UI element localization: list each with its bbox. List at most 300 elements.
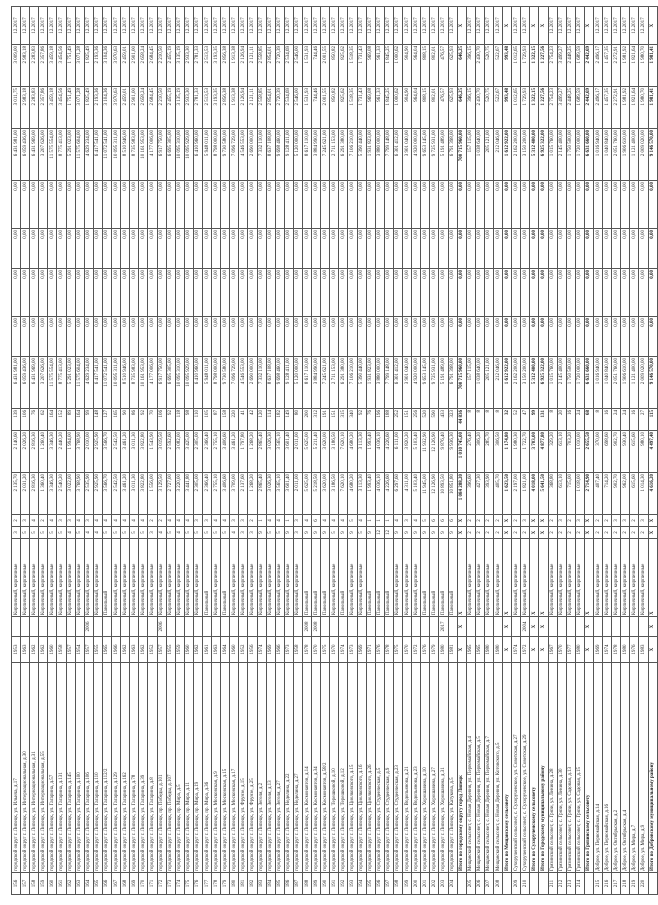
table-cell: 2 655,50: [584, 431, 593, 473]
table-cell: Х: [457, 7, 466, 45]
table-cell: 0,00: [130, 269, 139, 317]
table-cell: 0,00: [230, 181, 239, 229]
table-cell: 2 754,23: [548, 87, 557, 129]
table-cell: 0,00: [339, 229, 348, 269]
table-cell: 1 689,59: [575, 87, 584, 129]
table-cell: 0,00: [202, 317, 211, 357]
table-cell: [30, 617, 39, 637]
table-cell: 99: [530, 409, 539, 431]
table-cell: 2: [512, 527, 521, 539]
table-cell: 2 430,70: [475, 45, 484, 87]
table-row: [393, 7, 402, 895]
table-cell: 4: [221, 515, 230, 527]
table-cell: 615,60: [630, 473, 639, 515]
table-cell: 176: [193, 873, 202, 895]
table-cell: 8: [594, 409, 603, 431]
table-cell: 2 283,83: [30, 45, 39, 87]
table-cell: 151: [403, 409, 412, 431]
table-cell: [75, 617, 84, 637]
table-cell: 1 015 760,00: [548, 357, 557, 409]
table-cell: 256: [412, 409, 421, 431]
table-cell: 0,00: [439, 269, 448, 317]
table-cell: Панельный: [303, 539, 312, 617]
table-cell: Кирпичный, кирпичные: [66, 539, 75, 617]
table-cell: [221, 617, 230, 637]
table-cell: 0,00: [75, 317, 84, 357]
table-cell: 3 406,60: [221, 473, 230, 515]
table-cell: 6 301 412,00: [393, 357, 402, 409]
table-cell: 2: [12, 515, 21, 527]
table-cell: 0,00: [439, 181, 448, 229]
table-cell: 0,00: [503, 269, 512, 317]
table-cell: 902,70: [612, 473, 621, 515]
table-cell: 5: [421, 515, 430, 527]
table-cell: 2 558,85: [257, 87, 266, 129]
table-cell: 0,00: [321, 269, 330, 317]
table-cell: 1962: [139, 637, 148, 663]
table-row: [148, 7, 157, 895]
table-cell: 4: [139, 515, 148, 527]
table-cell: Сухорученский сельсовет, с. Сухорученское, ул. Советская, д.27: [512, 663, 521, 873]
table-cell: 1955: [166, 637, 175, 663]
table-cell: 1 821,00: [521, 473, 530, 515]
table-cell: 183: [257, 873, 266, 895]
table-cell: 1 845,25: [384, 45, 393, 87]
table-cell: 5: [102, 527, 111, 539]
table-row: [566, 7, 575, 895]
table-cell: 12.2017: [484, 7, 493, 45]
table-row: [202, 7, 211, 895]
table-cell: 0,00: [212, 317, 221, 357]
table-cell: 1 010,00: [575, 431, 584, 473]
table-cell: 0,00: [357, 317, 366, 357]
table-cell: Х: [457, 527, 466, 539]
table-cell: [193, 617, 202, 637]
table-cell: 0,00: [603, 181, 612, 229]
table-cell: 5: [48, 527, 57, 539]
table-cell: 3 461,20: [230, 431, 239, 473]
table-row: [321, 7, 330, 895]
table-cell: 0,00: [493, 181, 502, 229]
table-cell: 9: [421, 527, 430, 539]
table-cell: 0,00: [539, 317, 548, 357]
table-cell: 1 016 940,00: [594, 129, 603, 181]
table-row: [348, 7, 357, 895]
table-cell: 0,00: [357, 269, 366, 317]
table-cell: 2 455,19: [166, 45, 175, 87]
table-cell: 3 454,56: [57, 87, 66, 129]
table-cell: Грязинский сельсовет, с. Грязи, ул. Ленина, д.30: [557, 663, 566, 873]
table-cell: 0,00: [457, 269, 466, 317]
table-cell: 2 540,20: [57, 473, 66, 515]
table-cell: 0,00: [221, 181, 230, 229]
table-cell: 0,00: [639, 229, 648, 269]
table-cell: 698,60: [603, 431, 612, 473]
table-cell: 2 137,60: [239, 473, 248, 515]
table-cell: 3 186,50: [330, 431, 339, 473]
table-cell: [348, 617, 357, 637]
table-cell: 0,00: [493, 317, 502, 357]
table-cell: 0,00: [512, 181, 521, 229]
table-cell: 2 009 020,00: [639, 129, 648, 181]
table-cell: 0,00: [548, 317, 557, 357]
table-cell: 9 128 411,00: [284, 357, 293, 409]
table-cell: 6 111,00: [393, 431, 402, 473]
table-cell: Итого по Городскому муниципальному району: [539, 663, 548, 873]
table-cell: 2 755,10: [212, 473, 221, 515]
table-cell: 2 140,60: [12, 431, 21, 473]
table-total-row: [539, 7, 548, 895]
table-cell: 0,00: [48, 229, 57, 269]
table-cell: 9 936,30: [448, 431, 457, 473]
table-cell: 2 711 153,00: [330, 129, 339, 181]
table-cell: 0,00: [594, 269, 603, 317]
table-cell: Итого по городскому округу город Липецк: [457, 663, 466, 873]
table-cell: Х: [457, 539, 466, 617]
table-cell: городской округ г. Липецк, ул. Студенческая, д.5: [375, 663, 384, 873]
table-cell: 0,00: [603, 317, 612, 357]
table-cell: 202: [430, 873, 439, 895]
table-row: [157, 7, 166, 895]
table-cell: 0,00: [48, 181, 57, 229]
table-cell: [421, 617, 430, 637]
table-cell: 5 625,00: [303, 431, 312, 473]
table-cell: Кирпичный, кирпичные: [166, 539, 175, 617]
table-cell: 0,00: [30, 229, 39, 269]
table-cell: 1 268,20: [248, 431, 257, 473]
table-cell: 0,00: [557, 317, 566, 357]
table-cell: 3 970,63: [112, 45, 121, 87]
table-cell: 961,33: [375, 87, 384, 129]
table-cell: 6 059 436,00: [21, 129, 30, 181]
table-cell: 4: [321, 515, 330, 527]
table-cell: 433: [439, 409, 448, 431]
table-cell: 0,00: [84, 181, 93, 229]
table-cell: 4 226,60: [384, 431, 393, 473]
table-cell: 11 575 554,00: [48, 129, 57, 181]
table-cell: 0,00: [621, 229, 630, 269]
table-cell: 2 051 760,00: [612, 129, 621, 181]
table-cell: 5 625,00: [303, 473, 312, 515]
table-cell: Х: [530, 515, 539, 527]
table-cell: 4: [66, 527, 75, 539]
table-cell: Кирпичный, кирпичные: [112, 539, 121, 617]
table-cell: 0,00: [630, 317, 639, 357]
table-cell: 3 601,40: [284, 431, 293, 473]
table-cell: 0,00: [303, 269, 312, 317]
table-cell: 825,62: [339, 45, 348, 87]
table-cell: 12.2017: [239, 7, 248, 45]
table-cell: городской округ г. Липецк, ул. Московская, д.9: [212, 663, 221, 873]
table-cell: 175: [184, 873, 193, 895]
table-cell: 0,00: [221, 317, 230, 357]
table-cell: 993,48: [503, 87, 512, 129]
table-cell: 5 390 440,00: [357, 357, 366, 409]
table-cell: 0,00: [357, 229, 366, 269]
table-cell: 1 981,92: [621, 45, 630, 87]
table-cell: 11 575 604,00: [75, 129, 84, 181]
table-cell: 0,00: [521, 229, 530, 269]
table-cell: 0,00: [139, 317, 148, 357]
table-cell: 2 901,00: [130, 45, 139, 87]
table-cell: 9 653 145,00: [421, 357, 430, 409]
table-cell: 1: [384, 515, 393, 527]
table-cell: 0,00: [594, 317, 603, 357]
table-cell: 1962: [30, 637, 39, 663]
table-cell: Панельный: [202, 539, 211, 617]
table-cell: городской округ г. Липецк, ул. Интернациональная, д.55: [39, 663, 48, 873]
table-cell: 6 431 981,00: [12, 357, 21, 409]
table-cell: 5 120 000,00: [293, 357, 302, 409]
table-cell: 0,00: [493, 269, 502, 317]
table-cell: 396,15: [466, 45, 475, 87]
table-cell: 0,00: [421, 317, 430, 357]
table-cell: 9: [393, 527, 402, 539]
table-cell: 5: [139, 527, 148, 539]
table-cell: 3: [239, 515, 248, 527]
table-cell: 2: [157, 515, 166, 527]
table-cell: 12.2017: [39, 7, 48, 45]
table-cell: Х: [539, 527, 548, 539]
table-cell: 10 095 310,00: [175, 129, 184, 181]
table-cell: 2 534,69: [284, 87, 293, 129]
table-cell: 68: [584, 409, 593, 431]
table-cell: 3 113,30: [357, 431, 366, 473]
table-cell: 110: [193, 409, 202, 431]
table-cell: [48, 617, 57, 637]
table-cell: 902,70: [612, 431, 621, 473]
table-cell: 1971: [366, 637, 375, 663]
table-cell: 2008: [303, 617, 312, 637]
table-cell: 0,00: [466, 269, 475, 317]
table-cell: [57, 617, 66, 637]
table-cell: 1 000,62: [393, 87, 402, 129]
table-cell: 9: [284, 527, 293, 539]
table-cell: 0,00: [266, 269, 275, 317]
table-cell: 3: [293, 527, 302, 539]
table-cell: 8: [484, 409, 493, 431]
table-cell: 5 390 440,00: [357, 129, 366, 181]
table-cell: 4: [130, 515, 139, 527]
table-cell: 1974: [603, 637, 612, 663]
table-cell: Х: [503, 637, 512, 663]
table-cell: 0,00: [139, 229, 148, 269]
table-cell: 12.2017: [139, 7, 148, 45]
table-cell: Кирпичный, кирпичные: [93, 539, 102, 617]
table-cell: 0,00: [93, 317, 102, 357]
table-cell: Итого по Грязинскому сельсовету: [584, 663, 593, 873]
table-body: [12, 7, 658, 895]
table-cell: 1 623,50: [503, 473, 512, 515]
table-total-row: [503, 7, 512, 895]
table-cell: 0,00: [348, 229, 357, 269]
table-cell: 1 845,25: [384, 87, 393, 129]
table-cell: 0,00: [148, 269, 157, 317]
table-cell: 0,00: [102, 317, 111, 357]
table-cell: 1: [257, 515, 266, 527]
table-cell: 0,00: [321, 229, 330, 269]
table-cell: Х: [584, 527, 593, 539]
table-cell: 1954: [75, 637, 84, 663]
table-cell: 1978: [303, 637, 312, 663]
table-cell: 11 945,00: [421, 473, 430, 515]
table-cell: 4: [30, 515, 39, 527]
table-cell: 7 245 621,00: [321, 129, 330, 181]
table-cell: 961,33: [375, 45, 384, 87]
table-cell: 3 129,50: [157, 473, 166, 515]
table-cell: Кирпичный, кирпичные: [484, 539, 493, 617]
table-cell: 3 709,00: [230, 473, 239, 515]
table-cell: 2 690 000,00: [248, 357, 257, 409]
table-cell: 2 983,18: [21, 45, 30, 87]
table-cell: 0,00: [293, 317, 302, 357]
table-cell: 0,00: [484, 229, 493, 269]
table-cell: 3 880 000,00: [375, 357, 384, 409]
table-cell: 1970: [312, 637, 321, 663]
table-cell: 2: [148, 515, 157, 527]
table-cell: 700 715 960,00: [457, 129, 466, 181]
table-row: [57, 7, 66, 895]
table-cell: 3: [193, 515, 202, 527]
table-cell: 8: [475, 409, 484, 431]
table-cell: 0,00: [275, 181, 284, 229]
table-cell: 2: [594, 527, 603, 539]
table-cell: 12.2017: [566, 7, 575, 45]
table-cell: 105: [202, 409, 211, 431]
table-cell: 0,00: [257, 269, 266, 317]
table-cell: 1 731,43: [357, 87, 366, 129]
table-cell: 170: [139, 873, 148, 895]
table-cell: 340: [348, 409, 357, 431]
table-cell: 1 543,90: [148, 431, 157, 473]
table-cell: 7 332 110,00: [257, 129, 266, 181]
table-cell: 98: [184, 409, 193, 431]
table-cell: 1961: [202, 637, 211, 663]
table-cell: 312: [312, 409, 321, 431]
table-cell: 5: [357, 527, 366, 539]
table-cell: 2006: [157, 617, 166, 637]
table-cell: 4 177 006,00: [148, 129, 157, 181]
table-cell: 0,00: [166, 229, 175, 269]
table-cell: 11 072 541,00: [102, 129, 111, 181]
table-cell: 2 711 153,00: [330, 357, 339, 409]
table-cell: 7 332 110,00: [257, 357, 266, 409]
table-cell: 215: [594, 873, 603, 895]
table-cell: 0,00: [193, 269, 202, 317]
table-cell: 158: [221, 409, 230, 431]
table-row: [230, 7, 239, 895]
table-cell: Х: [530, 527, 539, 539]
table-cell: 2: [484, 515, 493, 527]
table-cell: городской округ г. Липецк, ул. Водопьянова, д.21: [403, 663, 412, 873]
table-cell: 4 226,60: [384, 473, 393, 515]
table-cell: 3 822,80: [139, 473, 148, 515]
table-cell: 0,00: [484, 181, 493, 229]
table-cell: 12.2017: [630, 7, 639, 45]
table-cell: 0,00: [475, 317, 484, 357]
table-cell: Панельный: [321, 539, 330, 617]
table-cell: 1970: [330, 637, 339, 663]
table-cell: городской округ г. Липецк, ул. Хорошавина, д.31: [439, 663, 448, 873]
table-cell: 2: [466, 527, 475, 539]
table-cell: 0,00: [648, 317, 657, 357]
table-cell: 3: [612, 515, 621, 527]
table-cell: 1 981,41: [648, 45, 657, 87]
table-cell: 200: [412, 873, 421, 895]
table-cell: Кирпичный, кирпичные: [393, 539, 402, 617]
table-cell: [539, 873, 548, 895]
table-cell: 8 798 000,00: [212, 129, 221, 181]
table-cell: 2: [630, 515, 639, 527]
table-cell: 5: [21, 527, 30, 539]
table-cell: 165: [112, 409, 121, 431]
table-cell: 0,00: [584, 317, 593, 357]
table-cell: 2 283,83: [30, 87, 39, 129]
table-cell: [130, 617, 139, 637]
table-cell: Кирпичный, кирпичные: [48, 539, 57, 617]
table-cell: 0,00: [512, 269, 521, 317]
table-cell: Кирпичный, кирпичные: [275, 539, 284, 617]
table-cell: 179: [221, 873, 230, 895]
table-cell: 8 637 108,00: [266, 129, 275, 181]
table-cell: 1 012,65: [512, 45, 521, 87]
table-cell: 1980: [575, 637, 584, 663]
table-cell: 0,00: [257, 181, 266, 229]
table-cell: [102, 617, 111, 637]
table-cell: 90: [121, 409, 130, 431]
table-row: [48, 7, 57, 895]
table-cell: 4 920 000,00: [412, 357, 421, 409]
table-cell: 0,00: [330, 269, 339, 317]
table-cell: 12.2017: [575, 7, 584, 45]
table-cell: 9: [321, 527, 330, 539]
table-cell: 0,00: [239, 229, 248, 269]
table-cell: 0,00: [448, 181, 457, 229]
table-cell: 1 722,70: [521, 431, 530, 473]
table-cell: 9 725 931,00: [430, 129, 439, 181]
table-cell: 12.2017: [21, 7, 30, 45]
table-cell: 0,00: [184, 317, 193, 357]
table-row: [112, 7, 121, 895]
table-cell: 3: [12, 527, 21, 539]
table-cell: 3 082,00: [175, 431, 184, 473]
table-cell: 0,00: [412, 181, 421, 229]
table-cell: Кирпичный, кирпичные: [212, 539, 221, 617]
table-cell: 0,00: [93, 181, 102, 229]
table-cell: 930,40: [621, 431, 630, 473]
table-cell: [457, 873, 466, 895]
table-cell: 12.2017: [57, 7, 66, 45]
table-cell: 3 901 040,00: [403, 357, 412, 409]
table-cell: [212, 617, 221, 637]
table-cell: 4: [212, 515, 221, 527]
table-cell: 1965: [475, 637, 484, 663]
table-cell: [466, 617, 475, 637]
table-cell: 76: [366, 409, 375, 431]
table-cell: 7 106 210,00: [348, 357, 357, 409]
table-cell: 715,00: [566, 473, 575, 515]
table-cell: 12.2017: [412, 7, 421, 45]
table-cell: городской округ г. Липецк, ул. Гагарина, д.106: [84, 663, 93, 873]
table-cell: 8 798 000,00: [212, 357, 221, 409]
table-cell: 47: [521, 409, 530, 431]
table-cell: 3 019,50: [157, 431, 166, 473]
table-cell: Х: [584, 539, 593, 617]
table-cell: [648, 873, 657, 895]
table-cell: 0,00: [230, 229, 239, 269]
table-cell: 6: [448, 515, 457, 527]
table-cell: 4 546 553,00: [239, 357, 248, 409]
